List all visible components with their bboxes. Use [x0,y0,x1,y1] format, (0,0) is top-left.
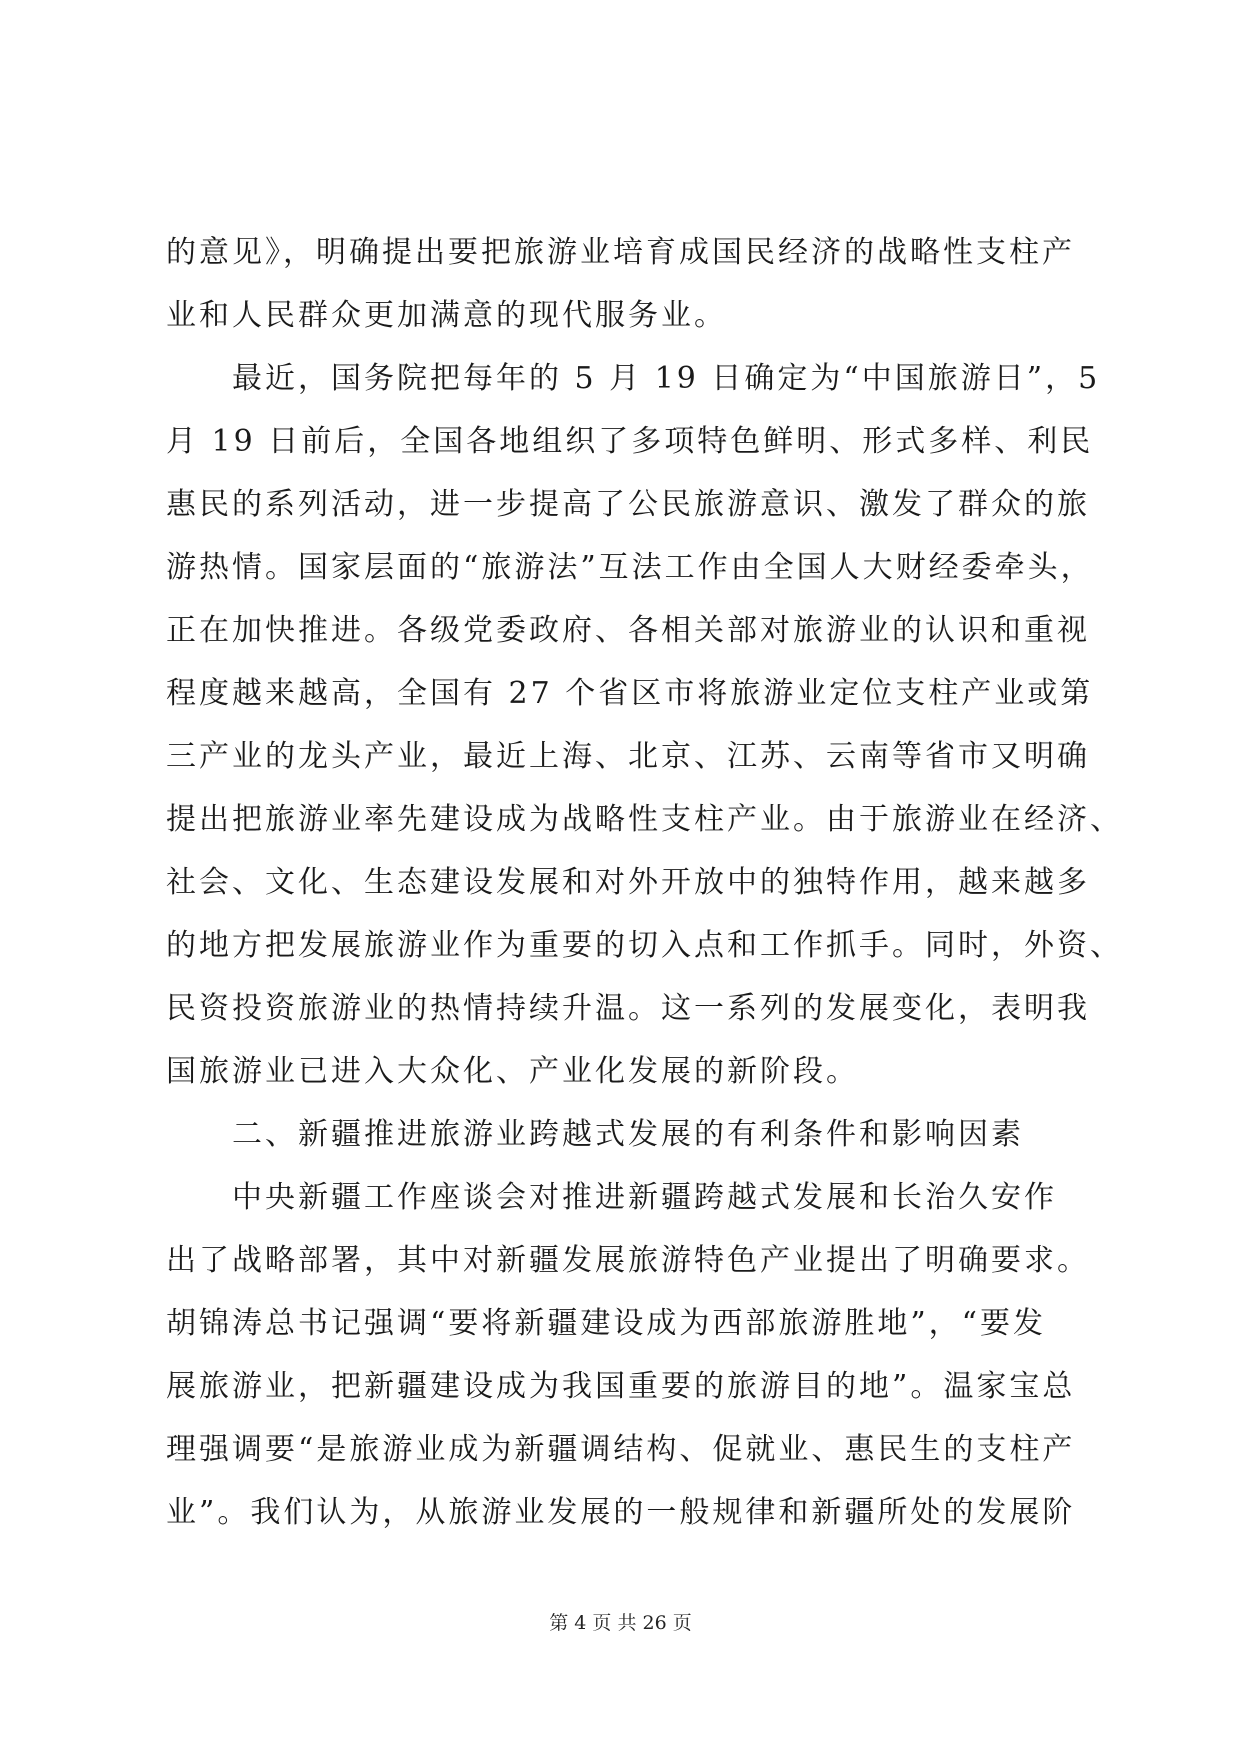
text-line: 月 19 日前后，全国各地组织了多项特色鲜明、形式多样、利民 [166,424,1094,459]
text-line: 社会、文化、生态建设发展和对外开放中的独特作用，越来越多 [166,865,1090,900]
text-line: 胡锦涛总书记强调“要将新疆建设成为西部旅游胜地”，“要发 [166,1306,1047,1341]
text-line: 最近，国务院把每年的 5 月 19 日确定为“中国旅游日”，5 [166,361,1101,396]
text-line: 国旅游业已进入大众化、产业化发展的新阶段。 [166,1054,859,1089]
text-line: 中央新疆工作座谈会对推进新疆跨越式发展和长治久安作 [166,1180,1057,1215]
text-line: 业和人民群众更加满意的现代服务业。 [166,298,727,333]
text-line: 游热情。国家层面的“旅游法”互法工作由全国人大财经委牵头， [166,550,1094,585]
text-line: 出了战略部署，其中对新疆发展旅游特色产业提出了明确要求。 [166,1243,1090,1278]
text-line: 惠民的系列活动，进一步提高了公民旅游意识、激发了群众的旅 [166,487,1090,522]
text-line: 民资投资旅游业的热情持续升温。这一系列的发展变化，表明我 [166,991,1090,1026]
text-line: 提出把旅游业率先建设成为战略性支柱产业。由于旅游业在经济、 [166,802,1123,837]
text-line: 展旅游业，把新疆建设成为我国重要的旅游目的地”。温家宝总 [166,1369,1076,1404]
text-line: 的地方把发展旅游业作为重要的切入点和工作抓手。同时，外资、 [166,928,1123,963]
text-line: 业”。我们认为，从旅游业发展的一般规律和新疆所处的发展阶 [166,1495,1076,1530]
text-line: 的意见》，明确提出要把旅游业培育成国民经济的战略性支柱产 [166,235,1075,270]
section-heading: 二、新疆推进旅游业跨越式发展的有利条件和影响因素 [166,1117,1024,1152]
text-line: 程度越来越高，全国有 27 个省区市将旅游业定位支柱产业或第 [166,676,1094,711]
text-line: 理强调要“是旅游业成为新疆调结构、促就业、惠民生的支柱产 [166,1432,1076,1467]
text-line: 正在加快推进。各级党委政府、各相关部对旅游业的认识和重视 [166,613,1090,648]
text-line: 三产业的龙头产业，最近上海、北京、江苏、云南等省市又明确 [166,739,1090,774]
page-footer: 第 4 页 共 26 页 [549,1612,692,1634]
